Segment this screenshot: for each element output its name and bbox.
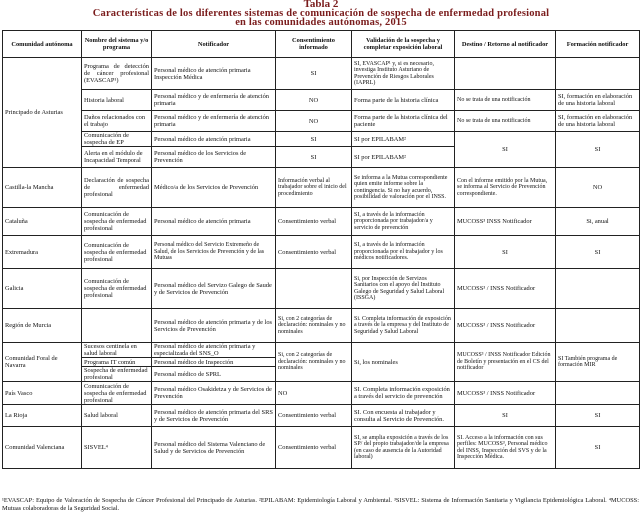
cell-consent: SI bbox=[276, 147, 352, 168]
cell-training: SI bbox=[556, 132, 640, 168]
cell-validation: Si, por Inspección de Servizos Sanitarios con el apoyo del Instituto Galego de Seguridad y Salud Laboral (ISSGA) bbox=[352, 269, 455, 309]
cell-system: Programa IT común bbox=[82, 358, 152, 367]
cell-validation: SI, a través de la información proporcionada por el trabajador y los médicos notificadores. bbox=[352, 236, 455, 269]
cell-community: Comunidad Valenciana bbox=[3, 427, 82, 469]
cell-consent: Si, con 2 categorías de declaración: nominales y no nominales bbox=[276, 343, 352, 382]
table-row bbox=[3, 382, 640, 405]
cell-consent: NO bbox=[276, 90, 352, 111]
cell-system: Comunicación de sospecha de enfermedad profesional bbox=[82, 382, 152, 405]
cell-destination: SI bbox=[455, 236, 556, 269]
cell-system: Comunicación de sospecha de enfermedad profesional bbox=[82, 236, 152, 269]
cell-notifier: Personal médico del Servizo Galego de Saude y de Servicios de Prevención bbox=[152, 269, 276, 309]
cell-consent: Consentimiento verbal bbox=[276, 405, 352, 427]
cell-destination: No se trata de una notificación bbox=[455, 90, 556, 111]
cell-training: SI, formación en elaboración de una historia laboral bbox=[556, 111, 640, 132]
header-row bbox=[3, 31, 640, 58]
cell-notifier: Personal médico de atención primaria bbox=[152, 208, 276, 236]
cell-system: Historia laboral bbox=[82, 90, 152, 111]
cell-system: Alerta en el módulo de Incapacidad Temporal bbox=[82, 147, 152, 168]
cell-system: Comunicación de sospecha de enfermedad profesional bbox=[82, 208, 152, 236]
cell-validation: SI, se amplia exposición a través de los SP/ del propio trabajador/de la empresa (en caso de ausencia de la Autoridad laboral) bbox=[352, 427, 455, 469]
cell-training bbox=[556, 309, 640, 343]
cell-training: SI bbox=[556, 405, 640, 427]
cell-consent: Información verbal al trabajador sobre el inicio del procedimiento bbox=[276, 168, 352, 208]
cell-training: SI bbox=[556, 236, 640, 269]
cell-training: SI También programa de formación MIR bbox=[556, 343, 640, 382]
caption-subtitle: en las comunidades autónomas, 2015 bbox=[235, 17, 407, 28]
cell-consent: SI bbox=[276, 132, 352, 147]
cell-notifier: Personal médico de atención primaria del SRS y de Servicios de Prevención bbox=[152, 405, 276, 427]
cell-destination: MUCOSS³ / INSS Notificador bbox=[455, 382, 556, 405]
cell-system bbox=[82, 309, 152, 343]
cell-destination: MUCOSS³ / INSS Notificador Edición de Boletín y presentación en el CS del notificador bbox=[455, 343, 556, 382]
cell-community: País Vasco bbox=[3, 382, 82, 405]
header-consent: Consentimiento informado bbox=[276, 31, 352, 58]
table-row bbox=[3, 168, 640, 208]
table-row bbox=[3, 405, 640, 427]
table-row bbox=[3, 111, 640, 132]
cell-notifier: Personal médico y de enfermería de atención primaria bbox=[152, 90, 276, 111]
table-row bbox=[3, 343, 640, 358]
cell-community: Extremadura bbox=[3, 236, 82, 269]
cell-destination: SI. Acceso a la información con sus perfiles: MUCOSS³, Personal médico del INSS, Inspección del SVS y de la Inspección Médica. bbox=[455, 427, 556, 469]
cell-destination: No se trata de una notificación bbox=[455, 111, 556, 132]
cell-consent: Si, con 2 categorías de declaración: nominales y no nominales bbox=[276, 309, 352, 343]
cell-system: SISVEL⁴ bbox=[82, 427, 152, 469]
header-validation: Validación de la sospecha y completar exposición laboral bbox=[352, 31, 455, 58]
table-row bbox=[3, 309, 640, 343]
cell-destination: SI bbox=[455, 405, 556, 427]
cell-system: Programa de detección de cáncer profesional (EVASCAP¹) bbox=[82, 58, 152, 90]
table-row bbox=[3, 208, 640, 236]
cell-training bbox=[556, 382, 640, 405]
cell-system: Salud laboral bbox=[82, 405, 152, 427]
cell-destination: Con el informe emitido por la Mutua, se informa al Servicio de Prevención correspondiente. bbox=[455, 168, 556, 208]
cell-notifier: Personal médico de atención primaria bbox=[152, 132, 276, 147]
table-row bbox=[3, 269, 640, 309]
cell-validation: SI, a través de la información proporcionada por trabajador/a y servicio de prevención bbox=[352, 208, 455, 236]
cell-notifier: Personal médico y de enfermería de atención primaria bbox=[152, 111, 276, 132]
cell-training: SI, formación en elaboración de una historia laboral bbox=[556, 90, 640, 111]
cell-validation: Forma parte de la historia clínica del paciente bbox=[352, 111, 455, 132]
table-row bbox=[3, 58, 640, 90]
cell-consent: NO bbox=[276, 382, 352, 405]
table-row bbox=[3, 236, 640, 269]
cell-validation: SI por EPILABAM² bbox=[352, 147, 455, 168]
cell-consent: Consentimiento verbal bbox=[276, 236, 352, 269]
cell-destination: SI bbox=[455, 132, 556, 168]
cell-validation: SI por EPILABAM² bbox=[352, 132, 455, 147]
cell-notifier: Personal médico Osakidetza y de Servicios de Prevención bbox=[152, 382, 276, 405]
table-row bbox=[3, 132, 640, 147]
header-destination: Destino / Retorno al notificador bbox=[455, 31, 556, 58]
cell-notifier: Personal médico del Servicio Extremeño de Salud, de los Servicios de Prevención y de las Mutuas bbox=[152, 236, 276, 269]
cell-validation: Se informa a la Mutua correspondiente quien emite informe sobre la contingencia. Si no hay acuerdo, posibilidad de valoración por el INSS. bbox=[352, 168, 455, 208]
caption-title: Características de los diferentes sistemas de comunicación de sospecha de enfermedad profesional bbox=[92, 8, 550, 19]
cell-destination: MUCOSS³ / INSS Notificador bbox=[455, 309, 556, 343]
table-row bbox=[3, 90, 640, 111]
cell-notifier: Personal médico del Sistema Valenciano de Salud y de Servicios de Prevención bbox=[152, 427, 276, 469]
cell-system: Sucesos centinela en salud laboral bbox=[82, 343, 152, 358]
cell-community: Cataluña bbox=[3, 208, 82, 236]
header-system: Nombre del sistema y/o programa bbox=[82, 31, 152, 58]
cell-notifier: Personal médico de atención primaria y de los Servicios de Prevención bbox=[152, 309, 276, 343]
cell-community: Comunidad Foral de Navarra bbox=[3, 343, 82, 382]
header-notifier: Notificador bbox=[152, 31, 276, 58]
cell-consent bbox=[276, 269, 352, 309]
cell-notifier: Médico/a de los Servicios de Prevención bbox=[152, 168, 276, 208]
cell-community: Galicia bbox=[3, 269, 82, 309]
cell-consent: NO bbox=[276, 111, 352, 132]
cell-community: La Rioja bbox=[3, 405, 82, 427]
cell-training: SI bbox=[556, 427, 640, 469]
cell-system: Comunicación de sospecha de EP bbox=[82, 132, 152, 147]
cell-validation: SI. Con encuesta al trabajador y consulta al Servicio de Prevención. bbox=[352, 405, 455, 427]
cell-system: Daños relacionados con el trabajo bbox=[82, 111, 152, 132]
cell-destination bbox=[455, 58, 556, 90]
cell-notifier: Personal médico de Inspección bbox=[152, 358, 276, 367]
cell-training bbox=[556, 269, 640, 309]
cell-training: Si, anual bbox=[556, 208, 640, 236]
cell-community: Región de Murcia bbox=[3, 309, 82, 343]
cell-training bbox=[556, 58, 640, 90]
data-table bbox=[2, 30, 640, 469]
cell-training: NO bbox=[556, 168, 640, 208]
cell-validation: Si. Completa información de exposición a través de la empresa y del Instituto de Seguridad y Salud Laboral bbox=[352, 309, 455, 343]
cell-destination: MUCOSS³ INSS Notificador bbox=[455, 208, 556, 236]
cell-consent: Consentimiento verbal bbox=[276, 427, 352, 469]
cell-consent: SI bbox=[276, 58, 352, 90]
table-row bbox=[3, 427, 640, 469]
header-community: Comunidad autónoma bbox=[3, 31, 82, 58]
cell-validation: Forma parte de la historia clínica bbox=[352, 90, 455, 111]
cell-validation: SI, EVASCAP¹ y, si es necesario, investiga Instituto Asturiano de Prevención de Riesgos Laborales (IAPRL) bbox=[352, 58, 455, 90]
cell-notifier: Personal médico de los Servicios de Prevención bbox=[152, 147, 276, 168]
header-training: Formación notificador bbox=[556, 31, 640, 58]
table-caption bbox=[0, 0, 642, 27]
cell-notifier: Personal médico de SPRL bbox=[152, 367, 276, 382]
cell-notifier: Personal médico de atención primaria y especializada del SNS_O bbox=[152, 343, 276, 358]
cell-system: Declaración de sospecha de enfermedad profesional bbox=[82, 168, 152, 208]
cell-community: Castilla-la Mancha bbox=[3, 168, 82, 208]
cell-system: Sospecha de enfermedad profesional bbox=[82, 367, 152, 382]
cell-community: Principado de Asturias bbox=[3, 58, 82, 168]
cell-system: Comunicación de sospecha de enfermedad profesional bbox=[82, 269, 152, 309]
cell-validation: SI. Completa información exposición a través del servicio de prevención bbox=[352, 382, 455, 405]
cell-notifier: Personal médico de atención primaria Inspección Médica bbox=[152, 58, 276, 90]
cell-validation: Si, los nominales bbox=[352, 343, 455, 382]
cell-consent: Consentimiento verbal bbox=[276, 208, 352, 236]
cell-destination: MUCOSS³ / INSS Notificador bbox=[455, 269, 556, 309]
table-footnote: ¹EVASCAP: Equipo de Valoración de Sospecha de Cáncer Profesional del Principado de Asturias. ²EPILABAM: Epidemiología Laboral y Ambiental. ³SISVEL: Sistema de Información Sanitaria y Vigilancia Epidemiológica Laboral. ⁴MUCOSS: Mutuas colaboradoras de la Seguridad Social. bbox=[2, 497, 639, 512]
caption-number: Tabla 2 bbox=[303, 0, 339, 10]
